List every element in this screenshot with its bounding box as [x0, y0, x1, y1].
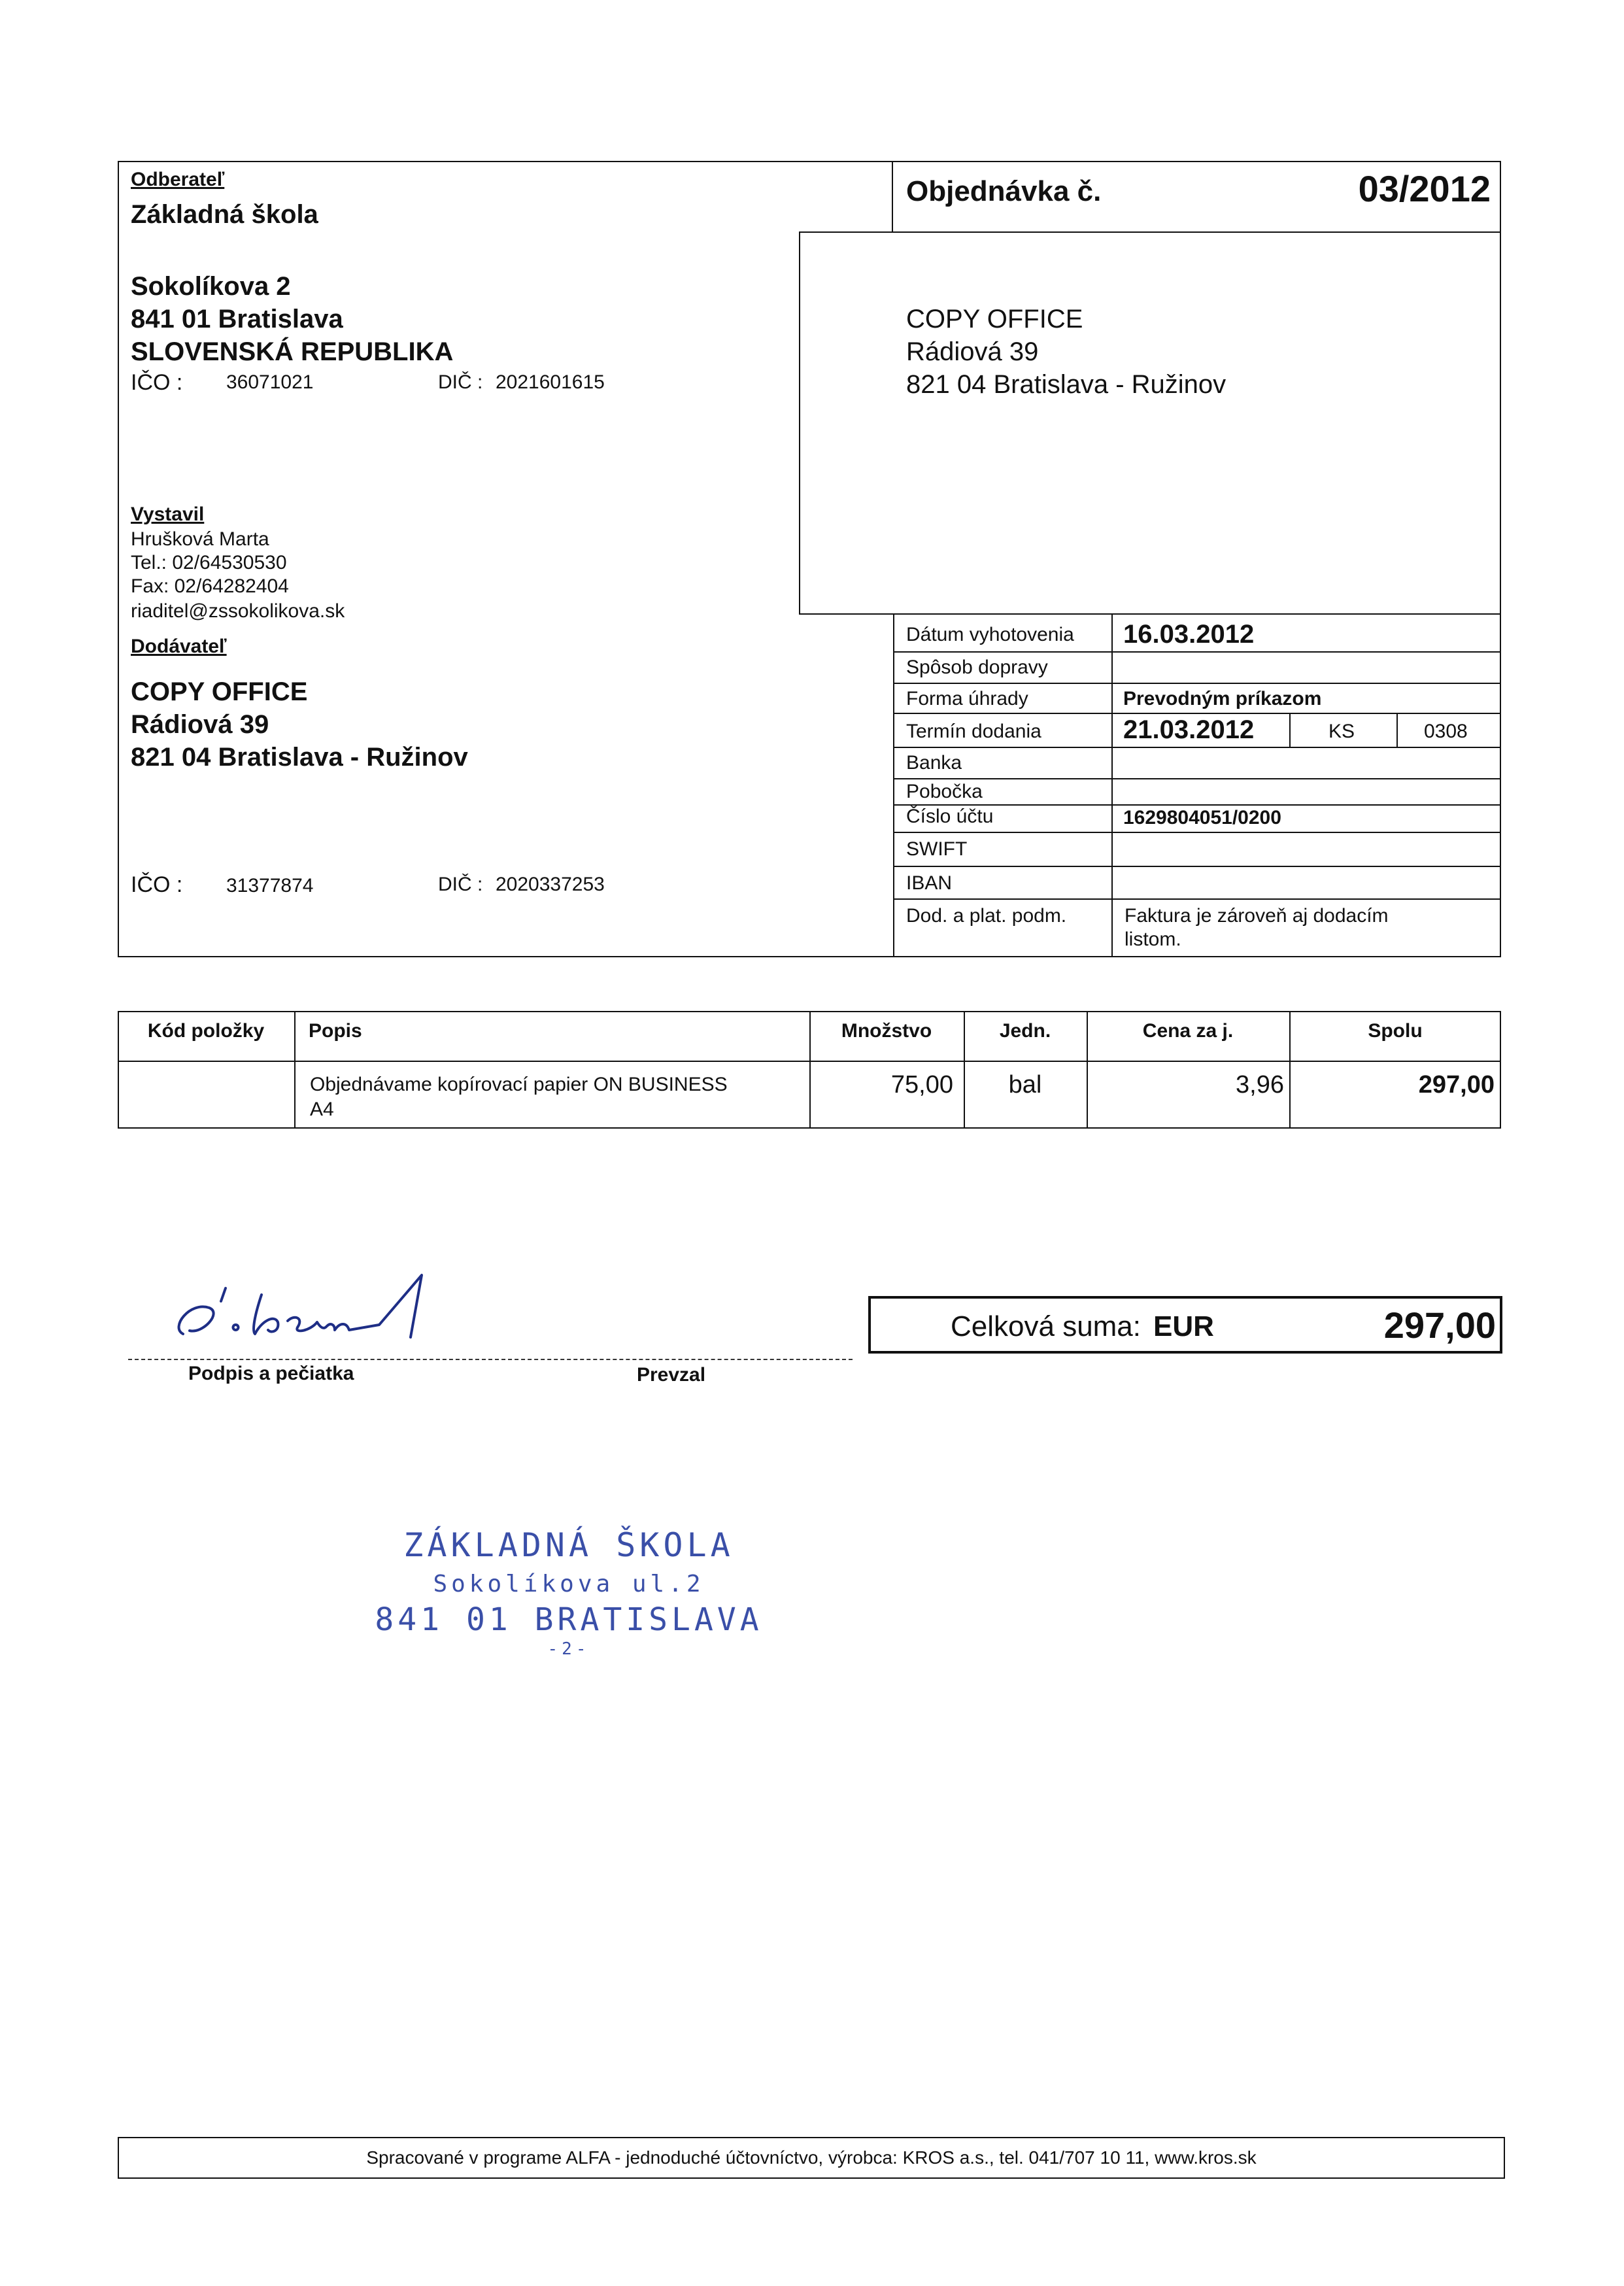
- items-header-unit-price: Cena za j.: [1142, 1020, 1234, 1042]
- date-value: 16.03.2012: [1123, 620, 1255, 649]
- terms-value-line2: listom.: [1125, 929, 1181, 950]
- account-label: Číslo účtu: [906, 806, 994, 827]
- stamp-line1: ZÁKLADNÁ ŠKOLA: [403, 1526, 734, 1564]
- received-label: Prevzal: [637, 1364, 706, 1386]
- details-row-line: [893, 651, 1501, 653]
- signature-text: [196, 1305, 283, 1333]
- items-header-quantity: Množstvo: [841, 1020, 932, 1042]
- supplier-dic: 2020337253: [496, 874, 605, 895]
- payment-label: Forma úhrady: [906, 688, 1028, 709]
- delivery-value: 21.03.2012: [1123, 715, 1255, 744]
- buyer-country: SLOVENSKÁ REPUBLIKA: [131, 337, 454, 366]
- supplier-city: 821 04 Bratislava - Ružinov: [131, 743, 468, 772]
- order-box-divider: [892, 161, 893, 231]
- total-value: 297,00: [1383, 1305, 1496, 1346]
- stamp-line3: 841 01 BRATISLAVA: [375, 1601, 763, 1638]
- buyer-ico: 36071021: [226, 371, 314, 393]
- delivery-label: Termín dodania: [906, 721, 1041, 742]
- details-mid-divider: [1111, 615, 1113, 957]
- item-quantity: 75,00: [890, 1071, 953, 1099]
- recipient-street: Rádiová 39: [906, 337, 1039, 366]
- buyer-city: 841 01 Bratislava: [131, 305, 343, 333]
- buyer-name: Základná škola: [131, 200, 318, 229]
- order-label: Objednávka č.: [906, 175, 1102, 207]
- issuer-section-label: Vystavil: [131, 503, 205, 525]
- items-header-code: Kód položky: [147, 1020, 265, 1042]
- item-description-line2: A4: [310, 1099, 334, 1120]
- stamp-line2: Sokolíkova ul.2: [433, 1571, 705, 1597]
- item-unit: bal: [1008, 1071, 1042, 1099]
- supplier-ico-label: IČO :: [131, 872, 183, 897]
- details-row-line: [893, 898, 1501, 900]
- details-row-line: [893, 866, 1501, 867]
- total-label: Celková suma:: [951, 1310, 1142, 1342]
- issuer-email: riaditel@zssokolikova.sk: [131, 600, 345, 622]
- branch-label: Pobočka: [906, 781, 983, 802]
- issuer-tel: Tel.: 02/64530530: [131, 552, 287, 573]
- recipient-city: 821 04 Bratislava - Ružinov: [906, 370, 1226, 399]
- buyer-street: Sokolíkova 2: [131, 272, 291, 301]
- recipient-name: COPY OFFICE: [906, 305, 1083, 333]
- ks-divider: [1396, 713, 1398, 747]
- issuer-name: Hrušková Marta: [131, 528, 269, 550]
- footer-text: Spracované v programe ALFA - jednoduché účtovníctvo, výrobca: KROS a.s., tel. 041/707 10 11, www.kros.sk: [366, 2147, 1257, 2168]
- buyer-dic-label: DIČ :: [438, 371, 483, 393]
- iban-label: IBAN: [906, 872, 953, 894]
- order-number: 03/2012: [1358, 168, 1491, 209]
- supplier-dic-label: DIČ :: [438, 874, 483, 895]
- terms-label: Dod. a plat. podm.: [906, 905, 1067, 927]
- buyer-ico-label: IČO :: [131, 370, 183, 395]
- buyer-dic: 2021601615: [496, 371, 605, 393]
- supplier-name: COPY OFFICE: [131, 677, 308, 706]
- item-total: 297,00: [1418, 1071, 1495, 1099]
- sign-label: Podpis a pečiatka: [188, 1363, 354, 1384]
- details-row-line: [893, 713, 1501, 714]
- issuer-fax: Fax: 02/64282404: [131, 575, 289, 597]
- stamp-line4: -2-: [547, 1639, 590, 1659]
- account-value: 1629804051/0200: [1123, 807, 1281, 828]
- signature-dashed-line: [128, 1359, 853, 1360]
- items-col-divider: [294, 1011, 296, 1129]
- items-header-description: Popis: [309, 1020, 362, 1042]
- item-description-line1: Objednávame kopírovací papier ON BUSINESS: [310, 1074, 728, 1095]
- supplier-ico: 31377874: [226, 875, 314, 896]
- bank-label: Banka: [906, 752, 962, 774]
- details-left-border: [893, 615, 894, 957]
- supplier-section-label: Dodávateľ: [131, 636, 227, 657]
- details-row-line: [893, 747, 1501, 748]
- recipient-box: [799, 231, 1501, 615]
- swift-label: SWIFT: [906, 838, 968, 860]
- school-stamp: [373, 1526, 765, 1659]
- date-label: Dátum vyhotovenia: [906, 624, 1074, 645]
- items-header-total: Spolu: [1368, 1020, 1423, 1042]
- ks-label: KS: [1328, 721, 1355, 742]
- details-row-line: [893, 778, 1501, 779]
- ks-value: 0308: [1424, 721, 1468, 742]
- details-row-line: [893, 683, 1501, 684]
- buyer-section-label: Odberateľ: [131, 169, 225, 190]
- details-row-line: [893, 832, 1501, 833]
- supplier-street: Rádiová 39: [131, 710, 269, 739]
- payment-value: Prevodným príkazom: [1123, 688, 1322, 709]
- items-header-unit: Jedn.: [999, 1020, 1051, 1042]
- transport-label: Spôsob dopravy: [906, 657, 1048, 678]
- item-unit-price: 3,96: [1236, 1071, 1284, 1099]
- ks-divider: [1289, 713, 1291, 747]
- terms-value-line1: Faktura je zároveň aj dodacím: [1125, 905, 1389, 927]
- total-currency: EUR: [1153, 1310, 1214, 1342]
